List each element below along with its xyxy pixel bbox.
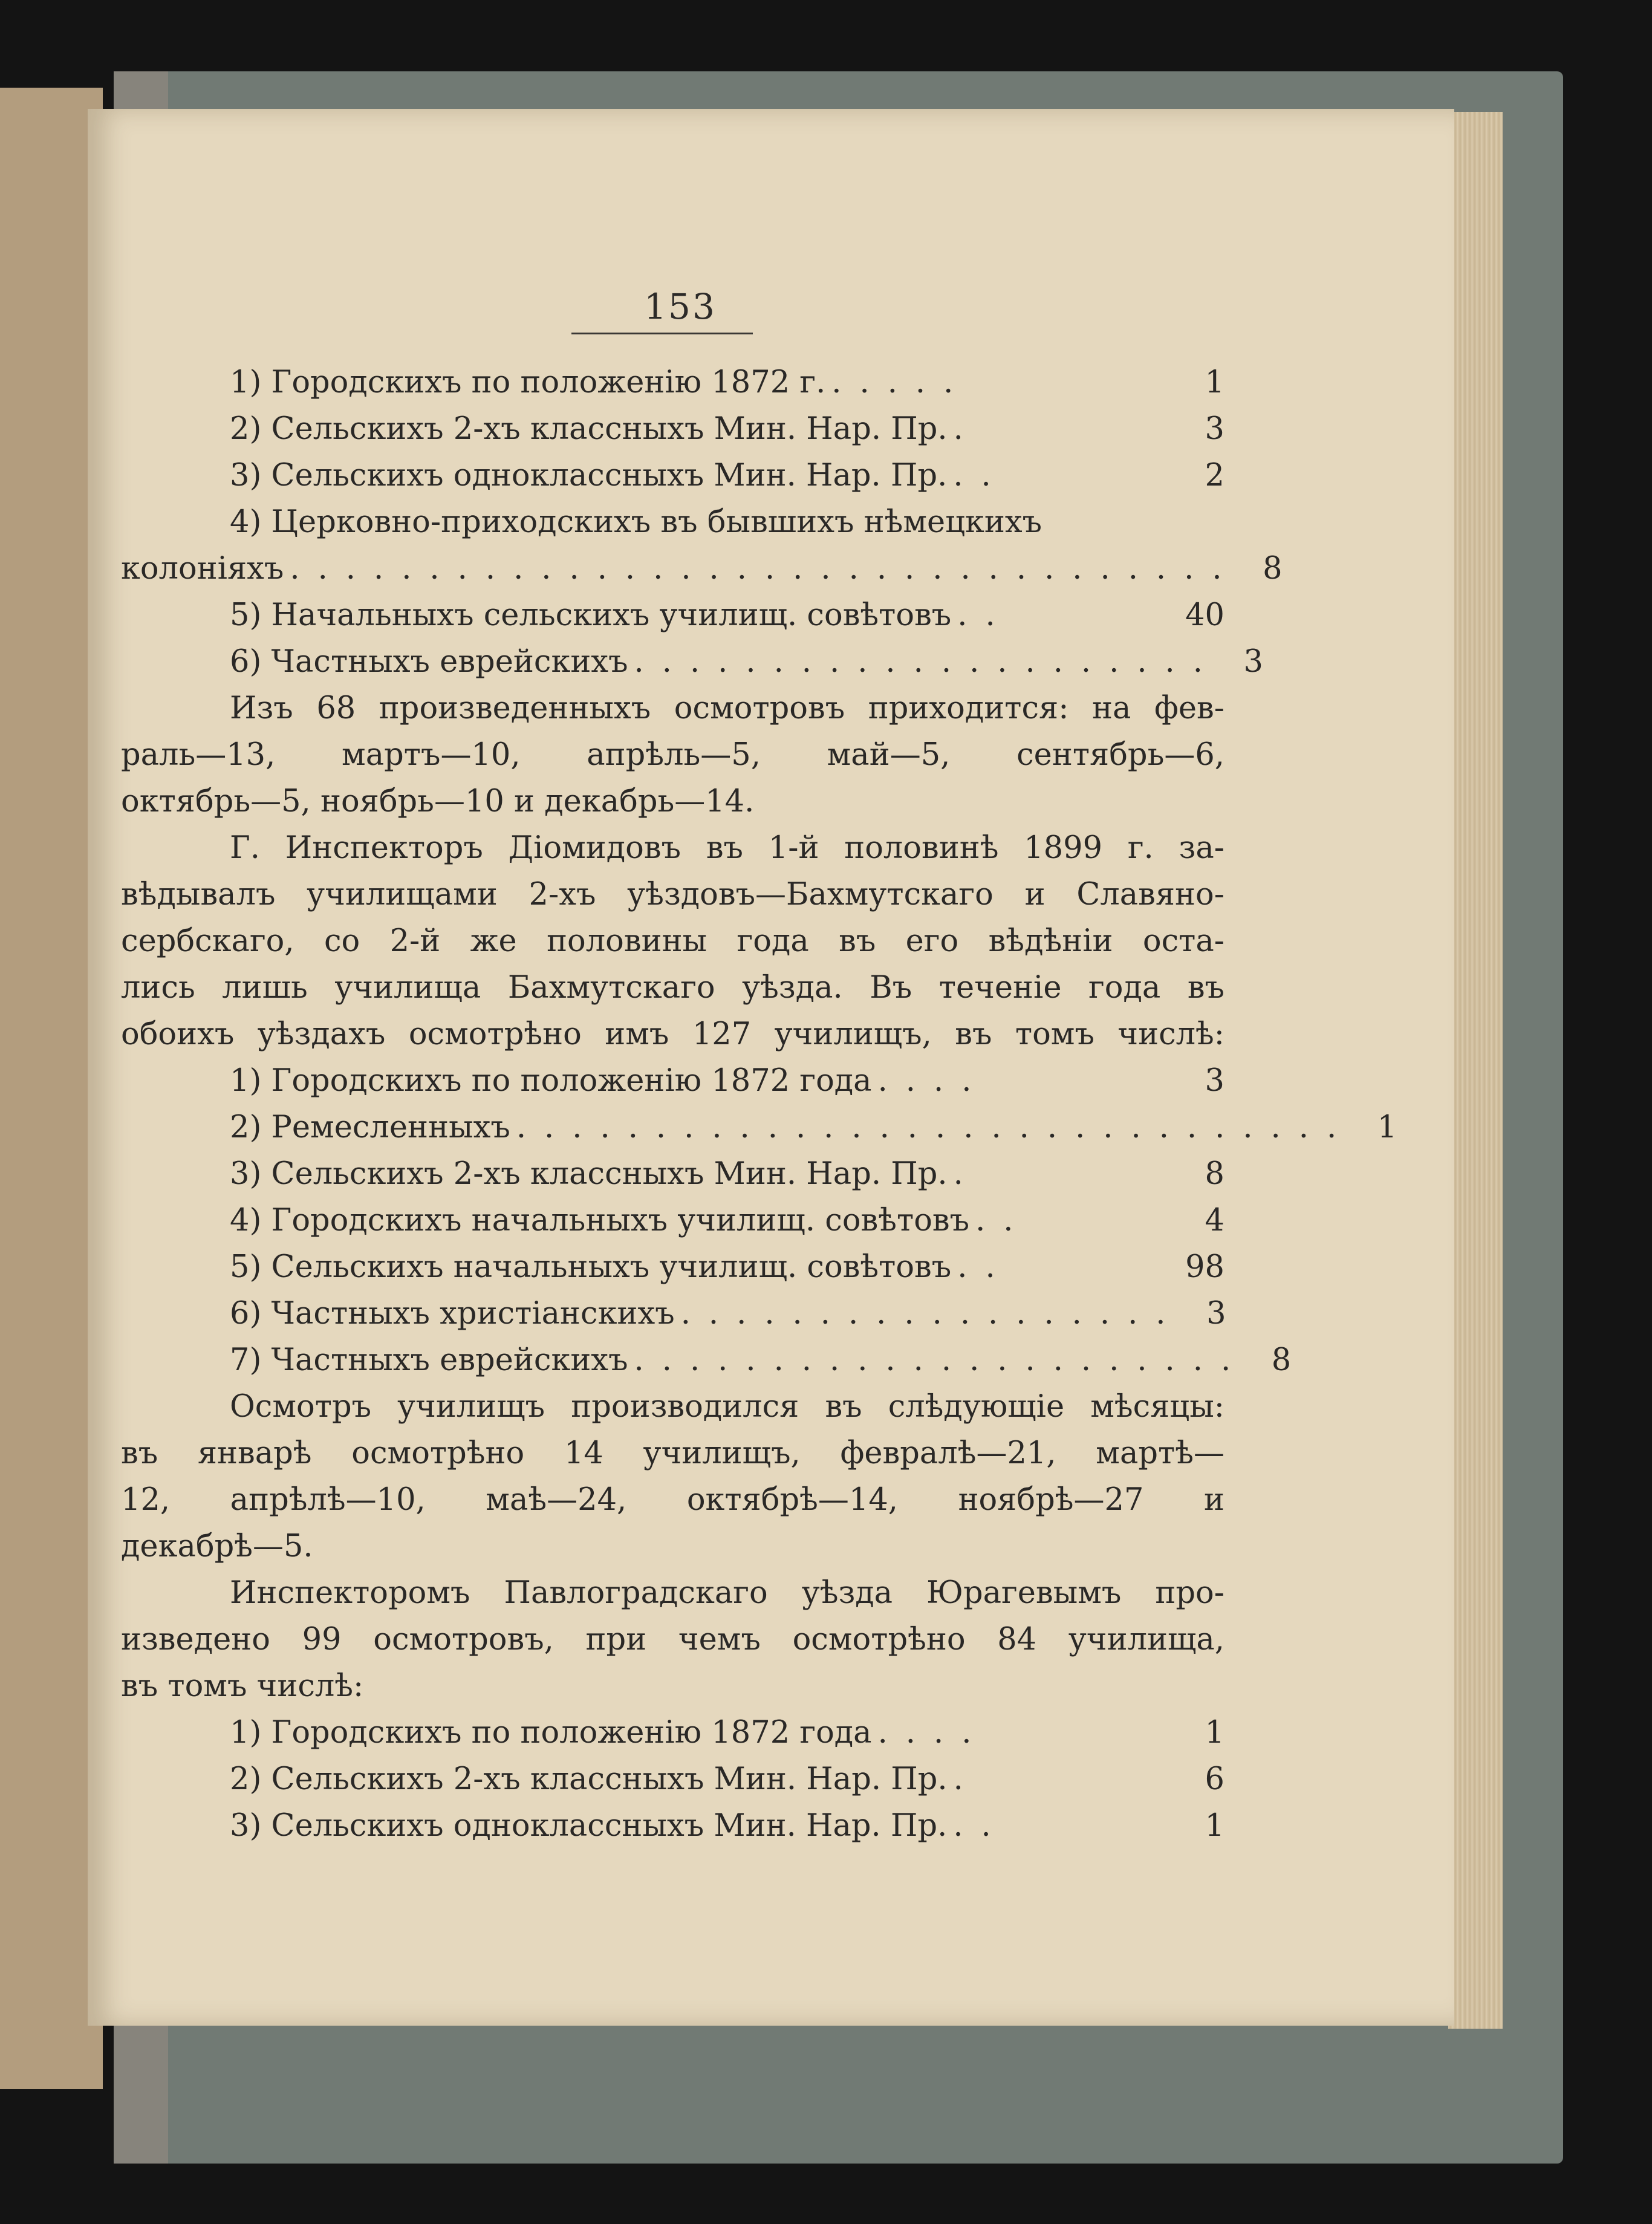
leader-dots: . bbox=[953, 1761, 981, 1797]
list-item-value: 6 bbox=[1205, 1761, 1224, 1797]
list-item bbox=[230, 1805, 1224, 1847]
leader-dots: . bbox=[953, 1156, 981, 1192]
list-item bbox=[230, 1200, 1224, 1242]
list-item-label: 7) Частныхъ еврейскихъ bbox=[230, 1342, 628, 1378]
list-item bbox=[230, 1107, 1397, 1149]
list-item bbox=[230, 1339, 1292, 1382]
list-item-label: 2) Сельскихъ 2-хъ классныхъ Мин. Нар. Пр. bbox=[230, 411, 948, 447]
list-item-value: 8 bbox=[1271, 1342, 1292, 1378]
list-item-value: 1 bbox=[1205, 365, 1224, 400]
leader-dots: ..................... bbox=[634, 644, 1221, 680]
list-item bbox=[230, 1712, 1224, 1754]
list-item bbox=[230, 641, 1263, 683]
paragraph-line: Изъ 68 произведенныхъ осмотровъ приходится: на фев- bbox=[230, 691, 1224, 726]
list-item bbox=[230, 1293, 1224, 1335]
page-number: 153 bbox=[644, 286, 717, 327]
leader-dots: .. bbox=[953, 458, 1009, 493]
list-item-value: 3 bbox=[1243, 644, 1263, 680]
paragraph-line: обоихъ уѣздахъ осмотрѣно имъ 127 училищъ, въ томъ числѣ: bbox=[121, 1016, 1224, 1052]
paragraph-line: изведено 99 осмотровъ, при чемъ осмотрѣно 84 училища, bbox=[121, 1622, 1224, 1657]
list-item-label: 5) Начальныхъ сельскихъ училищ. совѣтовъ bbox=[230, 597, 952, 633]
leader-dots: .. bbox=[975, 1203, 1032, 1238]
leader-dots: .... bbox=[877, 1063, 990, 1099]
list-item bbox=[230, 408, 1224, 450]
list-item-value: 1 bbox=[1377, 1110, 1397, 1145]
list-item-label: 6) Частныхъ еврейскихъ bbox=[230, 644, 628, 680]
list-item bbox=[230, 1060, 1224, 1102]
page-block-edge bbox=[1448, 112, 1503, 2029]
list-item-value: 4 bbox=[1205, 1203, 1224, 1238]
paragraph-line: въ январѣ осмотрѣно 14 училищъ, февралѣ—21, мартѣ— bbox=[121, 1436, 1224, 1471]
paragraph-line: сербскаго, со 2-й же половины года въ его вѣдѣніи оста- bbox=[121, 923, 1224, 959]
paragraph-line: декабрѣ—5. bbox=[121, 1529, 313, 1564]
list-item-value: 3 bbox=[1206, 1296, 1226, 1331]
page-number-rule bbox=[571, 333, 753, 334]
leader-dots: .... bbox=[877, 1715, 990, 1751]
list-item-label: 2) Ремесленныхъ bbox=[230, 1110, 510, 1145]
list-item-value: 1 bbox=[1205, 1808, 1224, 1844]
list-item bbox=[230, 1246, 1224, 1289]
list-item bbox=[121, 548, 1283, 590]
list-item-label: 2) Сельскихъ 2-хъ классныхъ Мин. Нар. Пр. bbox=[230, 1761, 948, 1797]
paragraph-line: Г. Инспекторъ Діомидовъ въ 1-й половинѣ 1899 г. за- bbox=[230, 830, 1224, 866]
list-item-label: 6) Частныхъ христіанскихъ bbox=[230, 1296, 675, 1331]
leader-dots: ..... bbox=[831, 365, 972, 400]
paragraph-line: вѣдывалъ училищами 2-хъ уѣздовъ—Бахмутскаго и Славяно- bbox=[121, 877, 1224, 912]
list-item-value: 8 bbox=[1205, 1156, 1224, 1192]
paragraph-line: въ томъ числѣ: bbox=[121, 1668, 364, 1704]
list-item-label: 1) Городскихъ по положенію 1872 года bbox=[230, 1063, 872, 1099]
list-item-value: 40 bbox=[1185, 597, 1224, 633]
list-item-label: 3) Сельскихъ одноклассныхъ Мин. Нар. Пр. bbox=[230, 1808, 948, 1844]
paragraph-line: 12, апрѣлѣ—10, маѣ—24, октябрѣ—14, ноябрѣ—27 и bbox=[121, 1482, 1224, 1518]
list-item-label: 1) Городскихъ по положенію 1872 г. bbox=[230, 365, 826, 400]
list-item-label: 3) Сельскихъ 2-хъ классныхъ Мин. Нар. Пр. bbox=[230, 1156, 948, 1192]
list-item-label: 5) Сельскихъ начальныхъ училищ. совѣтовъ bbox=[230, 1249, 952, 1285]
list-item-value: 98 bbox=[1185, 1249, 1224, 1285]
list-item bbox=[230, 1153, 1224, 1195]
list-item-label: 4) Церковно-приходскихъ въ бывшихъ нѣмецкихъ bbox=[230, 504, 1042, 540]
paragraph-line: лись лишь училища Бахмутскаго уѣзда. Въ теченіе года въ bbox=[121, 970, 1224, 1006]
list-item-label: колоніяхъ bbox=[121, 551, 284, 587]
list-item bbox=[230, 1758, 1224, 1801]
list-item-value: 3 bbox=[1205, 411, 1224, 447]
paragraph-line: раль—13, мартъ—10, апрѣль—5, май—5, сентябрь—6, bbox=[121, 737, 1224, 773]
list-item bbox=[230, 455, 1224, 497]
list-item-value: 1 bbox=[1205, 1715, 1224, 1751]
leader-dots: .. bbox=[957, 597, 1013, 633]
paragraph-line: Осмотръ училищъ производился въ слѣдующіе мѣсяцы: bbox=[230, 1389, 1224, 1425]
list-item-value: 3 bbox=[1205, 1063, 1224, 1099]
paragraph-line: Инспекторомъ Павлоградскаго уѣзда Юрагевымъ про- bbox=[230, 1575, 1224, 1611]
leader-dots: .................. bbox=[680, 1296, 1184, 1331]
list-item-label: 3) Сельскихъ одноклассныхъ Мин. Нар. Пр. bbox=[230, 458, 948, 493]
leader-dots: .............................. bbox=[516, 1110, 1355, 1145]
leader-dots: .. bbox=[957, 1249, 1013, 1285]
list-item-value: 2 bbox=[1205, 458, 1224, 493]
leader-dots: .. bbox=[953, 1808, 1009, 1844]
list-item bbox=[230, 362, 1224, 404]
leader-dots: . bbox=[953, 411, 981, 447]
list-item-value: 8 bbox=[1263, 551, 1283, 587]
list-item bbox=[230, 594, 1224, 637]
leader-dots: ...................... bbox=[634, 1342, 1249, 1378]
list-item-label: 4) Городскихъ начальныхъ училищ. совѣтовъ bbox=[230, 1203, 970, 1238]
list-item-label: 1) Городскихъ по положенію 1872 года bbox=[230, 1715, 872, 1751]
paragraph-line: октябрь—5, ноябрь—10 и декабрь—14. bbox=[121, 784, 755, 819]
leader-dots: .................................. bbox=[290, 551, 1240, 587]
